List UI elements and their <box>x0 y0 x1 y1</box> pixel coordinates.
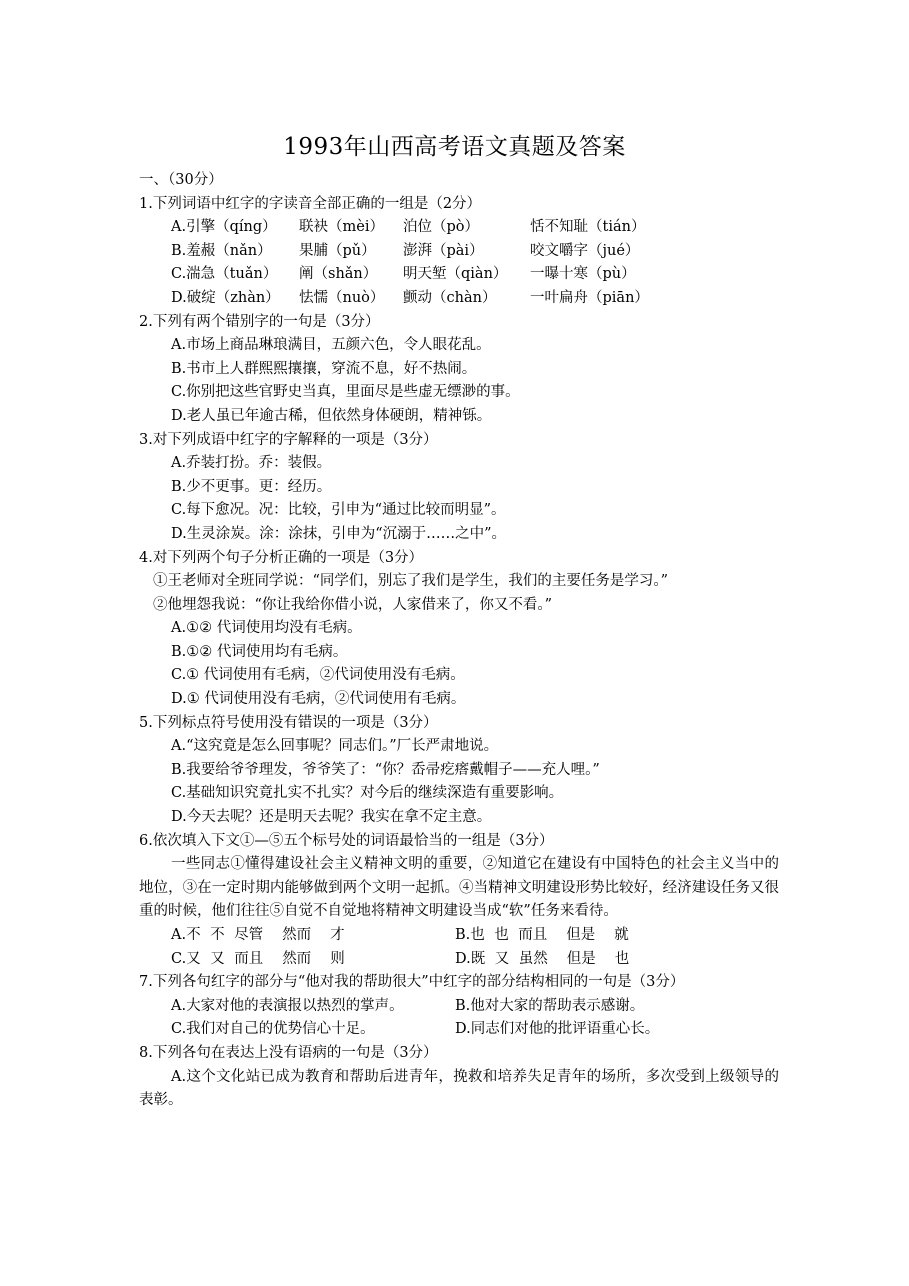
question-2-option-a: A.市场上商品琳琅满目，五颜六色，令人眼花乱。 <box>171 337 491 354</box>
option-word: 不 <box>210 927 225 943</box>
question-5-option-c: C.基础知识究竟扎实不扎实？对今后的继续深造有重要影响。 <box>171 785 564 802</box>
option-word: 也 <box>494 927 509 943</box>
option-cell: 联袂（mèi） <box>299 219 384 236</box>
question-2-option-d: D.老人虽已年逾古稀，但依然身体硬朗，精神铄。 <box>171 407 492 424</box>
option-cell: 怯懦（nuò） <box>299 289 385 306</box>
option-word: 虽然 <box>518 950 548 967</box>
option-word: 则 <box>330 950 345 967</box>
option-cell: 泊位（pò） <box>403 219 480 236</box>
question-7-stem: 7.下列各句红字的部分与“他对我的帮助很大”中红字的部分结构相同的一句是（3分） <box>139 974 685 991</box>
question-6-option-b <box>455 924 638 948</box>
option-word: 就 <box>614 927 629 943</box>
document-title: 1993年山西高考语文真题及答案 <box>283 134 626 160</box>
exam-content <box>139 169 779 1113</box>
question-6-option-a <box>171 924 455 948</box>
question-5-option-d: D.今天去呢？还是明天去呢？我实在拿不定主意。 <box>171 809 492 826</box>
option-word: 而且 <box>518 927 548 943</box>
option-cell: C.湍急（tuǎn） <box>171 266 278 283</box>
option-word: 又 <box>186 950 201 967</box>
option-cell: D.破绽（zhàn） <box>171 289 280 306</box>
option-cell: 一叶扁舟（piān） <box>530 289 649 306</box>
option-label: B. <box>455 927 471 943</box>
question-7-option-b: B.他对大家的帮助表示感谢。 <box>455 997 645 1014</box>
option-cell: A.引擎（qíng） <box>171 219 277 236</box>
question-1-row-a <box>139 216 779 240</box>
question-1-row-d <box>139 287 779 311</box>
question-3-stem: 3.对下列成语中红字的字解释的一项是（3分） <box>139 431 438 448</box>
question-2-option-b: B.书市上人群熙熙攘攘，穿流不息，好不热闹。 <box>171 360 477 377</box>
option-word: 然而 <box>282 927 312 943</box>
question-3-option-d: D.生灵涂炭。涂：涂抹，引申为“沉溺于……之中”。 <box>171 525 507 542</box>
option-cell: 明天堑（qiàn） <box>403 266 508 283</box>
option-cell: 恬不知耻（tián） <box>530 219 646 236</box>
question-6-options-row-1 <box>139 924 779 948</box>
question-3-option-a: A.乔装打扮。乔：装假。 <box>171 455 332 472</box>
option-word: 但是 <box>566 950 596 967</box>
question-7-options-row-1 <box>139 995 779 1019</box>
question-5-stem: 5.下列标点符号使用没有错误的一项是（3分） <box>139 714 438 731</box>
option-word: 尽管 <box>234 927 264 943</box>
question-5-option-b: B.我要给爷爷理发，爷爷笑了：“你？岙帚疙瘩戴帽子——充人哩。” <box>171 761 600 778</box>
question-8-option-a: A.这个文化站已成为教育和帮助后进青年，挽救和培养失足青年的场所，多次受到上级领导的表彰。 <box>139 1068 779 1109</box>
option-word: 而且 <box>234 950 264 967</box>
option-cell: 果脯（pǔ） <box>299 242 376 259</box>
question-4-sentence-1: ①王老师对全班同学说：“同学们，别忘了我们是学生，我们的主要任务是学习。” <box>153 573 669 590</box>
option-word: 又 <box>210 950 225 967</box>
option-label: C. <box>171 950 187 967</box>
question-4-option-d: D.① 代词使用没有毛病，②代词使用有毛病。 <box>171 691 466 708</box>
option-word: 才 <box>330 927 345 943</box>
option-word: 既 <box>470 950 486 967</box>
question-6-option-d <box>455 948 639 972</box>
question-2-option-c: C.你别把这些官野史当真，里面尽是些虚无缥渺的事。 <box>171 384 520 401</box>
question-7-option-a: A.大家对他的表演报以热烈的掌声。 <box>171 997 404 1014</box>
option-word: 然而 <box>282 950 312 967</box>
option-cell: 颤动（chàn） <box>403 289 497 306</box>
option-word: 也 <box>470 927 485 943</box>
question-5-option-a: A.“这究竟是怎么回事呢？同志们。”厂长严肃地说。 <box>171 738 499 755</box>
option-cell: 咬文嚼字（jué） <box>530 242 640 259</box>
question-6-options-row-2 <box>139 948 779 972</box>
question-1-row-c <box>139 263 779 287</box>
option-word: 但是 <box>566 927 596 943</box>
question-4-option-c: C.① 代词使用有毛病，②代词使用没有毛病。 <box>171 667 465 684</box>
option-cell: 澎湃（pài） <box>403 242 484 259</box>
option-word: 又 <box>494 950 510 967</box>
section-heading: 一、（30分） <box>139 172 223 188</box>
question-1-stem: 1.下列词语中红字的字读音全部正确的一组是（2分） <box>139 195 482 212</box>
question-7-option-c: C.我们对自己的优势信心十足。 <box>171 1021 375 1038</box>
question-6-passage: 一些同志①懂得建设社会主义精神文明的重要，②知道它在建设有中国特色的社会主义当中的地位，③在一定时期内能够做到两个文明一起抓。④当精神文明建设形势比较好，经济建设任务又很重的时候，他们往往⑤自觉不自觉地将精神文明建设当成“软”任务来看待。 <box>139 856 779 920</box>
question-3-option-b: B.少不更事。更：经历。 <box>171 478 332 495</box>
option-label: D. <box>455 950 471 967</box>
question-4-sentence-2: ②他埋怨我说：“你让我给你借小说，人家借来了，你又不看。” <box>153 596 553 613</box>
option-word: 不 <box>186 927 201 943</box>
option-cell: B.羞赧（nǎn） <box>171 242 272 259</box>
question-4-option-a: A.①② 代词使用均没有毛病。 <box>171 620 362 637</box>
question-3-option-c: C.每下愈况。况：比较，引申为“通过比较而明显”。 <box>171 502 506 519</box>
option-cell: 一曝十寒（pù） <box>530 266 636 283</box>
question-1-row-b <box>139 240 779 264</box>
question-8-stem: 8.下列各句在表达上没有语病的一句是（3分） <box>139 1044 438 1061</box>
option-cell: 阐（shǎn） <box>299 266 378 283</box>
question-7-options-row-2 <box>139 1018 779 1042</box>
option-word: 也 <box>614 950 630 967</box>
question-7-option-d: D.同志们对他的批评语重心长。 <box>455 1021 660 1038</box>
option-label: A. <box>171 927 187 943</box>
question-6-option-c <box>171 948 455 972</box>
question-4-stem: 4.对下列两个句子分析正确的一项是（3分） <box>139 549 424 566</box>
question-2-stem: 2.下列有两个错别字的一句是（3分） <box>139 313 380 330</box>
question-4-option-b: B.①② 代词使用均有毛病。 <box>171 643 348 660</box>
question-6-stem: 6.依次填入下文①—⑤五个标号处的词语最恰当的一组是（3分） <box>139 832 554 849</box>
